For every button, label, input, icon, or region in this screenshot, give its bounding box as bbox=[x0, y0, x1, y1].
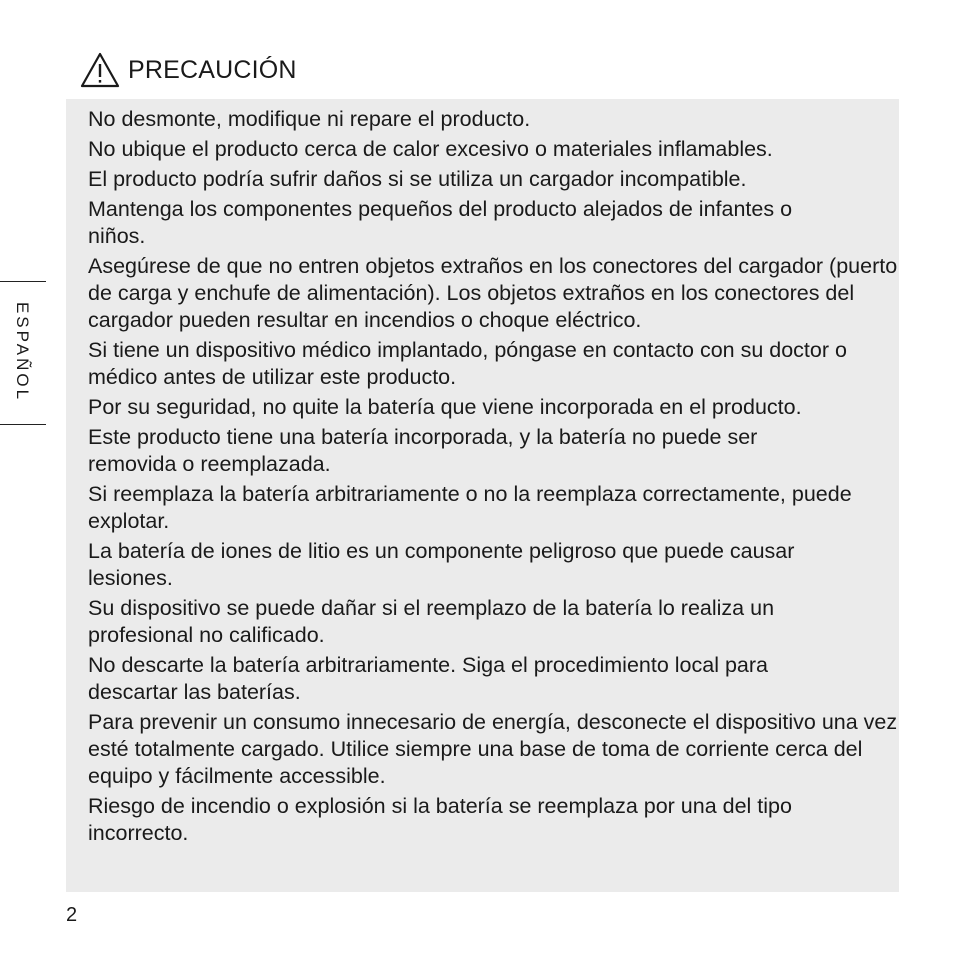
caution-list bbox=[88, 106, 898, 850]
caution-header bbox=[80, 52, 297, 88]
caution-item: El producto podría sufrir daños si se utiliza un cargador incompatible. bbox=[88, 167, 747, 191]
caution-item: Su dispositivo se puede dañar si el reemplazo de la batería lo realiza un profesional no calificado. bbox=[88, 596, 775, 647]
warning-triangle-icon bbox=[80, 52, 120, 88]
caution-item: Si reemplaza la batería arbitrariamente o no la reemplaza correctamente, puede explotar. bbox=[88, 482, 852, 533]
caution-item: Mantenga los componentes pequeños del producto alejados de infantes o niños. bbox=[88, 197, 793, 248]
caution-item: No descarte la batería arbitrariamente. Siga el procedimiento local para descartar las baterías. bbox=[88, 653, 769, 704]
page-number: 2 bbox=[66, 904, 78, 926]
caution-item: Por su seguridad, no quite la batería que viene incorporada en el producto. bbox=[88, 395, 802, 419]
caution-item: Si tiene un dispositivo médico implantado, póngase en contacto con su doctor o médico antes de utilizar este producto. bbox=[88, 338, 847, 389]
language-tab-label: ESPAÑOL bbox=[13, 301, 32, 403]
caution-item: La batería de iones de litio es un componente peligroso que puede causar lesiones. bbox=[88, 539, 795, 590]
page-title: PRECAUCIÓN bbox=[128, 56, 297, 84]
caution-item: No desmonte, modifique ni repare el producto. bbox=[88, 107, 531, 131]
side-tab-top-rule bbox=[0, 281, 46, 282]
caution-item: Para prevenir un consumo innecesario de energía, desconecte el dispositivo una vez esté totalmente cargado. Utilice siempre una base de toma de corriente cerca del equipo y fácilmente accessible. bbox=[88, 710, 898, 788]
caution-item: Riesgo de incendio o explosión si la batería se reemplaza por una del tipo incorrecto. bbox=[88, 794, 792, 845]
caution-item: No ubique el producto cerca de calor excesivo o materiales inflamables. bbox=[88, 137, 773, 161]
side-tab-bottom-rule bbox=[0, 424, 46, 425]
caution-item: Este producto tiene una batería incorporada, y la batería no puede ser removida o reemplazada. bbox=[88, 425, 758, 476]
caution-item: Asegúrese de que no entren objetos extraños en los conectores del cargador (puerto de carga y enchufe de alimentación). Los objetos extraños en los conectores del cargador pueden resultar en incendios o choque eléctrico. bbox=[88, 254, 898, 332]
